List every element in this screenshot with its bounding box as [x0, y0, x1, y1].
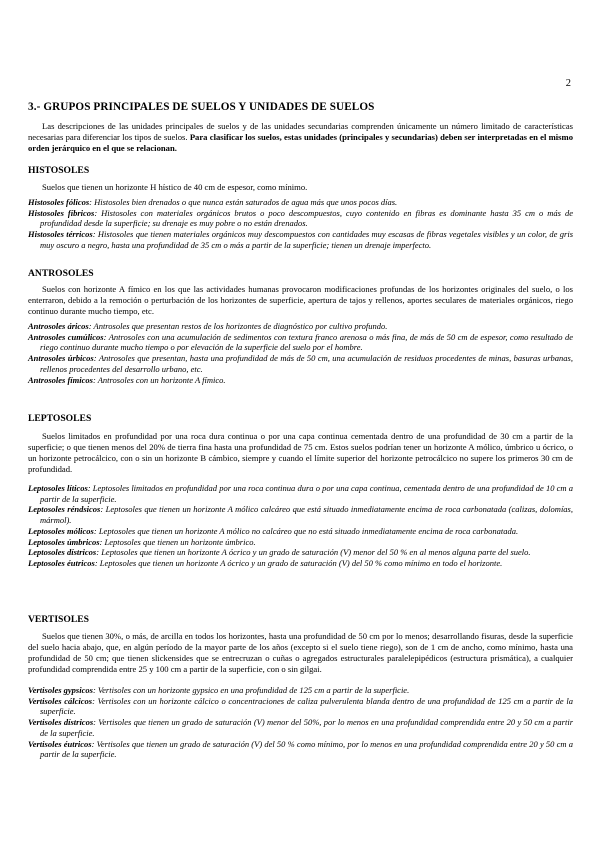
list-item: Leptosoles mólicos: Leptosoles que tienen un horizonte A mólico no calcáreo que no está situado inmediatamente encima de roca carbonatada.	[28, 525, 519, 536]
definition-list-vertisoles	[28, 685, 573, 760]
list-item: Vertisoles gypsicos: Vertisoles con un horizonte gypsico en una profundidad de 125 cm a partir de la superficie.	[28, 685, 410, 695]
list-item: Leptosoles dístricos: Leptosoles que tienen un horizonte A ócrico y un grado de saturación (V) menor del 50 % en al menos alguna parte del suelo.	[28, 547, 531, 558]
section-heading-antrosoles: ANTROSOLES	[28, 268, 94, 279]
list-item: Histosoles térricos: Histosoles que tienen materiales orgánicos muy descompuestos con cantidades muy escasas de fibras vegetales visibles y un color, de gris muy oscuro a negro, hasta una profundidad de 35 cm o más a partir de la superficie; tienen un drenaje imperfecto.	[28, 229, 573, 250]
page-number: 2	[565, 78, 571, 89]
definition-list-leptosoles	[28, 483, 573, 569]
list-item: Antrosoles fímicos: Antrosoles con un horizonte A fímico.	[28, 374, 226, 385]
list-item: Leptosoles úmbricos: Leptosoles que tienen un horizonte úmbrico.	[28, 536, 256, 547]
document-title: 3.- GRUPOS PRINCIPALES DE SUELOS Y UNIDADES DE SUELOS	[28, 101, 375, 113]
section-paragraph-vertisoles: Suelos que tienen 30%, o más, de arcilla en todos los horizontes, hasta una profundidad de 50 cm por lo menos; desarrollando fisuras, desde la superficie del suelo hacia abajo, que, en algún período de la mayor parte de los años (excepto si el suelo tiene riego), son de 1 cm de ancho, como mínimo, hasta una profundidad de 50 cm; que tienen slickensides que se entrecruzan o cuñas o agregados estructurales paralelepipédicos (estructura prismática), a cualquier profundidad comprendida entre 25 y 100 cm a partir de la superficie, con o sin gilgai.	[28, 631, 573, 674]
list-item: Antrosoles cumúlicos: Antrosoles con una acumulación de sedimentos con textura franco arenosa o más fina, de más de 50 cm de espesor, como resultado de riego continuo durante mucho tiempo o por elevación de la superficie del suelo por el hombre.	[28, 331, 573, 353]
list-item: Leptosoles éutricos: Leptosoles que tienen un horizonte A ócrico y un grado de saturación (V) del 50 % como mínimo en todo el horizonte.	[28, 557, 503, 568]
list-item: Vertisoles éutricos: Vertisoles que tienen un grado de saturación (V) del 50 % como mínimo, por lo menos en una profundidad comprendida entre 20 y 50 cm a partir de la superficie.	[28, 738, 573, 760]
section-paragraph-antrosoles: Suelos con horizonte A fímico en los que las actividades humanas provocaron modificaciones profundas de los horizontes originales del suelo, o los enterraron, debido a la remoción o perturbación de los horizontes de superficie, apertura de tajos y rellenos, aportes seculares de materiales orgánicos, riego continuo durante mucho tiempo, etc.	[28, 284, 573, 316]
intro-bold-text: Para clasificar los suelos, estas unidades (principales y secundarias) deben ser interpretadas en el mismo orden jerárquico en el que se relacionan.	[28, 132, 573, 153]
list-item: Antrosoles úrbicos: Antrosoles que presentan, hasta una profundidad de más de 50 cm, una acumulación de residuos procedentes de minas, basuras urbanas, rellenos procedentes del desarrollo urbano, etc.	[28, 353, 573, 374]
section-paragraph-leptosoles: Suelos limitados en profundidad por una roca dura continua o por una capa continua cementada dentro de una profundidad de 30 cm a partir de la superficie; o que tienen menos del 20% de tierra fina hasta una profundidad de 75 cm. Estos suelos podrían tener un horizonte A mólico, úmbrico u ócrico, o un horizonte petrocálcico, con o sin un horizonte B cámbico, siempre y cuando el límite superior del horizonte petrocálcico no supere los primeros 30 cm de profundidad.	[28, 431, 573, 474]
list-item: Leptosoles líticos: Leptosoles limitados en profundidad por una roca continua dura o por una capa continua, cementada dentro de una profundidad de 10 cm a partir de la superficie.	[28, 483, 573, 504]
section-heading-leptosoles: LEPTOSOLES	[28, 413, 92, 424]
list-item: Histosoles fólicos: Histosoles bien drenados o que nunca están saturados de agua más que unos pocos días.	[28, 197, 398, 207]
section-heading-vertisoles: VERTISOLES	[28, 614, 89, 625]
list-item: Vertisoles dístricos: Vertisoles que tienen un grado de saturación (V) menor del 50%, por lo menos en una profundidad comprendida entre 20 y 50 cm a partir de la superficie.	[28, 717, 573, 738]
intro-paragraph	[28, 121, 573, 154]
section-heading-histosoles: HISTOSOLES	[28, 165, 90, 176]
section-paragraph-histosoles: Suelos que tienen un horizonte H hístico de 40 cm de espesor, como mínimo.	[42, 182, 308, 192]
list-item: Vertisoles cálcicos: Vertisoles con un horizonte cálcico o concentraciones de caliza pulverulenta blanda dentro de una profundidad de 125 cm a partir de la superficie.	[28, 695, 573, 717]
list-item: Antrosoles áricos: Antrosoles que presentan restos de los horizontes de diagnóstico por cultivo profundo.	[28, 321, 388, 331]
list-item: Leptosoles réndsicos: Leptosoles que tienen un horizonte A mólico calcáreo que está situado inmediatamente encima de roca carbonatada (calizas, dolomías, mármol).	[28, 504, 573, 526]
definition-list-histosoles	[28, 197, 573, 251]
intro-text: Las descripciones de las unidades principales de suelos y de las unidades secundarias comprenden únicamente un número limitado de características necesarias para diferenciar los tipos de suelos.	[28, 121, 573, 142]
definition-list-antrosoles	[28, 321, 573, 385]
list-item: Histosoles fíbricos: Histosoles con materiales orgánicos brutos o poco descompuestos, cuyo contenido en fibras es dominante hasta 35 cm o más de profundidad desde la superficie; su drenaje es muy pobre o no están drenados.	[28, 207, 573, 229]
